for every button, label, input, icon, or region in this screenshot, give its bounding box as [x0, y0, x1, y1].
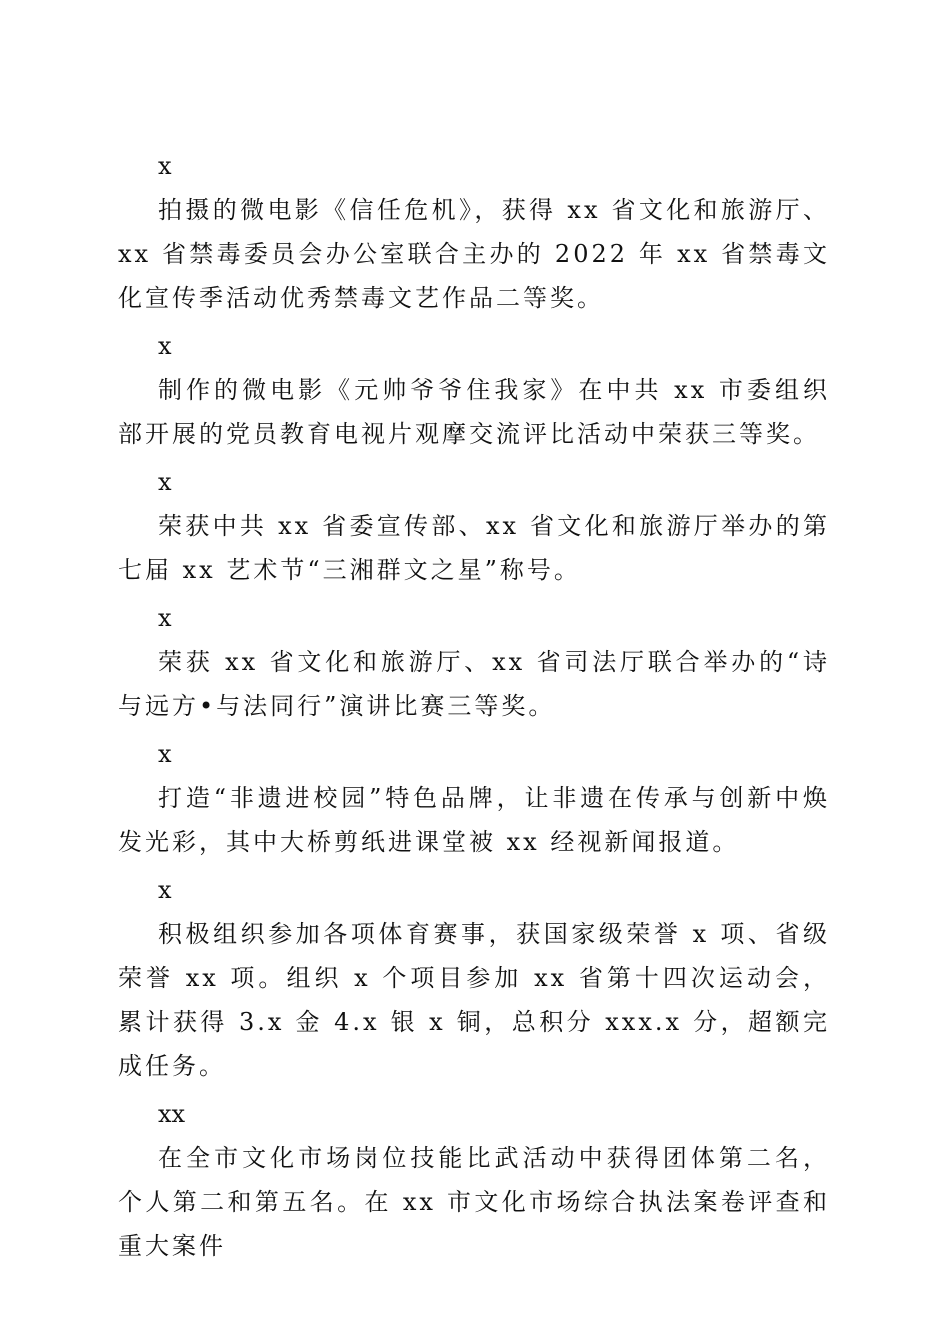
item-paragraph: 制作的微电影《元帅爷爷住我家》在中共 xx 市委组织部开展的党员教育电视片观摩交流评比活动中荣获三等奖。 [118, 376, 830, 448]
item-paragraph: 拍摄的微电影《信任危机》，获得 xx 省文化和旅游厅、xx 省禁毒委员会办公室联合主办的 2022 年 xx 省禁毒文化宣传季活动优秀禁毒文艺作品二等奖。 [118, 196, 830, 312]
item-paragraph: 荣获 xx 省文化和旅游厅、xx 省司法厅联合举办的“诗与远方•与法同行”演讲比赛三等奖。 [118, 648, 830, 720]
item-marker: x [158, 604, 172, 632]
item-marker: x [158, 332, 172, 360]
item-marker: x [158, 468, 172, 496]
item-paragraph: 荣获中共 xx 省委宣传部、xx 省文化和旅游厅举办的第七届 xx 艺术节“三湘群文之星”称号。 [118, 512, 830, 584]
item-marker: xx [158, 1100, 186, 1128]
document-body [118, 144, 830, 1272]
item-marker: x [158, 740, 172, 768]
item-paragraph: 积极组织参加各项体育赛事，获国家级荣誉 x 项、省级荣誉 xx 项。组织 x 个项目参加 xx 省第十四次运动会，累计获得 3.x 金 4.x 银 x 铜，总积分 xxx.x 分，超额完成任务。 [118, 920, 830, 1080]
item-marker: x [158, 876, 172, 904]
item-marker: x [158, 152, 172, 180]
item-paragraph: 在全市文化市场岗位技能比武活动中获得团体第二名，个人第二和第五名。在 xx 市文化市场综合执法案卷评查和重大案件 [118, 1144, 830, 1260]
item-paragraph: 打造“非遗进校园”特色品牌，让非遗在传承与创新中焕发光彩，其中大桥剪纸进课堂被 xx 经视新闻报道。 [118, 784, 830, 856]
